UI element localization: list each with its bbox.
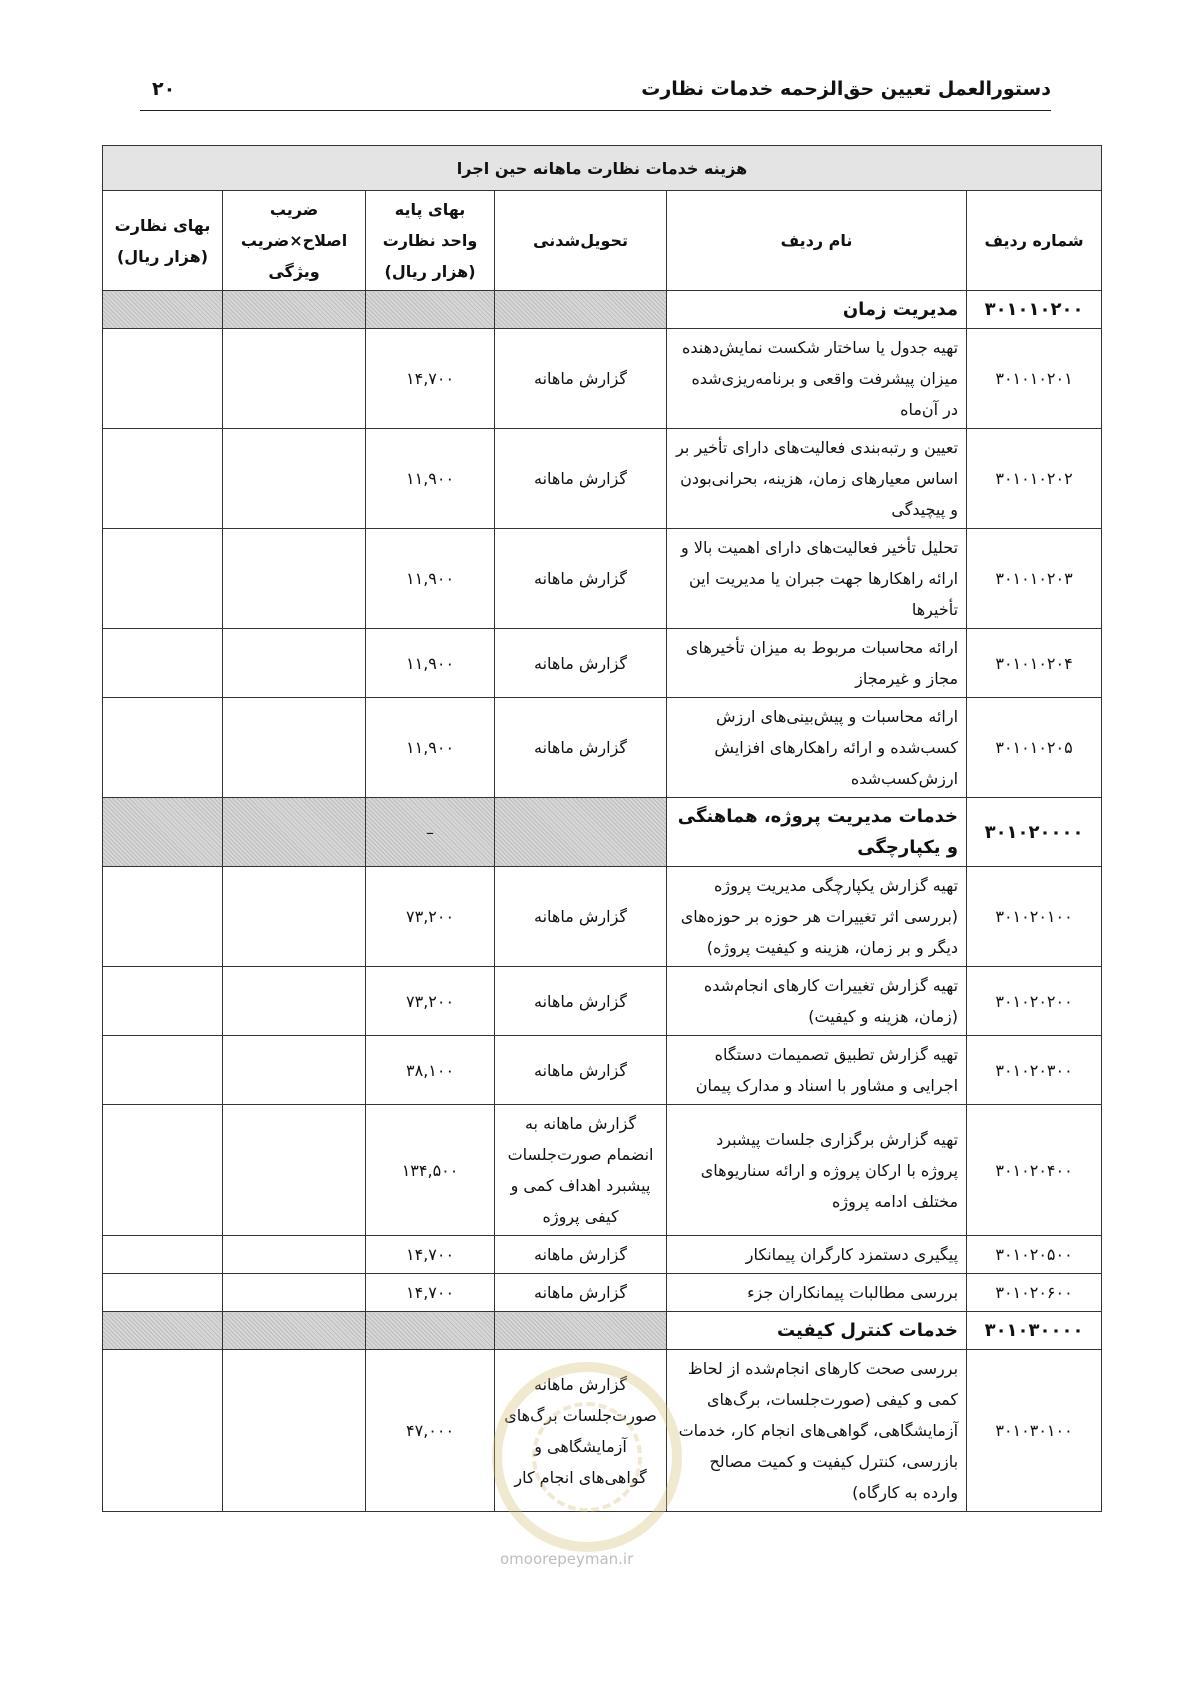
- row-coefficient: [223, 798, 366, 867]
- col-header-row-name: نام ردیف: [667, 191, 967, 291]
- section-row: [103, 1312, 1102, 1350]
- row-code: ۳۰۱۰۲۰۵۰۰: [967, 1236, 1102, 1274]
- row-deliverable: [495, 291, 667, 329]
- row-base-price: ۱۴,۷۰۰: [366, 329, 495, 429]
- table-row: [103, 529, 1102, 629]
- row-supervision-price: [103, 329, 223, 429]
- page-header: [140, 70, 1051, 111]
- row-base-price: [366, 291, 495, 329]
- row-deliverable: گزارش ماهانه به انضمام صورت‌جلسات پیشبرد اهداف کمی و کیفی پروژه: [495, 1105, 667, 1236]
- row-supervision-price: [103, 1350, 223, 1512]
- row-code: ۳۰۱۰۲۰۶۰۰: [967, 1274, 1102, 1312]
- row-name: بررسی مطالبات پیمانکاران جزء: [667, 1274, 967, 1312]
- row-code: ۳۰۱۰۲۰۰۰۰: [967, 798, 1102, 867]
- row-name: مدیریت زمان: [667, 291, 967, 329]
- row-name: ارائه محاسبات مربوط به میزان تأخیرهای مجاز و غیرمجاز: [667, 629, 967, 698]
- section-row: [103, 291, 1102, 329]
- col-header-deliverable: تحویل‌شدنی: [495, 191, 667, 291]
- row-base-price: –: [366, 798, 495, 867]
- row-coefficient: [223, 1105, 366, 1236]
- row-name: خدمات کنترل کیفیت: [667, 1312, 967, 1350]
- row-deliverable: گزارش ماهانه صورت‌جلسات برگ‌های آزمایشگاهی و گواهی‌های انجام کار: [495, 1350, 667, 1512]
- row-supervision-price: [103, 291, 223, 329]
- row-coefficient: [223, 1274, 366, 1312]
- row-code: ۳۰۱۰۲۰۲۰۰: [967, 967, 1102, 1036]
- row-base-price: ۱۴,۷۰۰: [366, 1236, 495, 1274]
- row-base-price: ۱۱,۹۰۰: [366, 529, 495, 629]
- row-coefficient: [223, 1236, 366, 1274]
- row-code: ۳۰۱۰۱۰۲۰۴: [967, 629, 1102, 698]
- row-deliverable: گزارش ماهانه: [495, 629, 667, 698]
- row-coefficient: [223, 867, 366, 967]
- row-code: ۳۰۱۰۱۰۲۰۱: [967, 329, 1102, 429]
- col-header-supervision-price: بهای نظارت (هزار ریال): [103, 191, 223, 291]
- row-code: ۳۰۱۰۲۰۴۰۰: [967, 1105, 1102, 1236]
- row-base-price: ۱۳۴,۵۰۰: [366, 1105, 495, 1236]
- row-name: پیگیری دستمزد کارگران پیمانکار: [667, 1236, 967, 1274]
- row-coefficient: [223, 291, 366, 329]
- col-header-row-number: شماره ردیف: [967, 191, 1102, 291]
- row-deliverable: گزارش ماهانه: [495, 1274, 667, 1312]
- row-name: خدمات مدیریت پروژه، هماهنگی و یکپارچگی: [667, 798, 967, 867]
- row-name: تهیه گزارش یکپارچگی مدیریت پروژه (بررسی اثر تغییرات هر حوزه بر حوزه‌های دیگر و بر زمان، هزینه و کیفیت پروژه): [667, 867, 967, 967]
- col-header-coefficient: ضریب اصلاح×ضریب ویژگی: [223, 191, 366, 291]
- row-name: ارائه محاسبات و پیش‌بینی‌های ارزش کسب‌شده و ارائه راهکارهای افزایش ارزش‌کسب‌شده: [667, 698, 967, 798]
- row-name: تهیه گزارش تطبیق تصمیمات دستگاه اجرایی و مشاور با اسناد و مدارک پیمان: [667, 1036, 967, 1105]
- watermark-site-text: omoorepeyman.ir: [500, 1550, 634, 1568]
- supervision-fee-table: [102, 145, 1102, 1512]
- table-body: [103, 291, 1102, 1512]
- row-name: تعیین و رتبه‌بندی فعالیت‌های دارای تأخیر بر اساس معیارهای زمان، هزینه، بحرانی‌بودن و پیچیدگی: [667, 429, 967, 529]
- row-supervision-price: [103, 1036, 223, 1105]
- document-title: دستورالعمل تعیین حق‌الزحمه خدمات نظارت: [641, 78, 1051, 100]
- row-deliverable: گزارش ماهانه: [495, 529, 667, 629]
- row-base-price: ۳۸,۱۰۰: [366, 1036, 495, 1105]
- row-deliverable: گزارش ماهانه: [495, 1236, 667, 1274]
- row-coefficient: [223, 429, 366, 529]
- row-code: ۳۰۱۰۲۰۳۰۰: [967, 1036, 1102, 1105]
- row-base-price: ۱۱,۹۰۰: [366, 429, 495, 529]
- table-row: [103, 429, 1102, 529]
- row-deliverable: [495, 798, 667, 867]
- page-number: ۲۰: [152, 78, 176, 100]
- table-row: [103, 1236, 1102, 1274]
- row-deliverable: [495, 1312, 667, 1350]
- row-code: ۳۰۱۰۱۰۲۰۲: [967, 429, 1102, 529]
- row-code: ۳۰۱۰۳۰۱۰۰: [967, 1350, 1102, 1512]
- row-base-price: ۴۷,۰۰۰: [366, 1350, 495, 1512]
- row-code: ۳۰۱۰۱۰۲۰۰: [967, 291, 1102, 329]
- row-name: تهیه جدول یا ساختار شکست نمایش‌دهنده میزان پیشرفت واقعی و برنامه‌ریزی‌شده در آن‌ماه: [667, 329, 967, 429]
- row-supervision-price: [103, 967, 223, 1036]
- section-row: [103, 798, 1102, 867]
- table-row: [103, 1350, 1102, 1512]
- row-deliverable: گزارش ماهانه: [495, 967, 667, 1036]
- row-coefficient: [223, 529, 366, 629]
- col-header-base-price: بهای پایه واحد نظارت (هزار ریال): [366, 191, 495, 291]
- row-code: ۳۰۱۰۱۰۲۰۵: [967, 698, 1102, 798]
- row-base-price: ۷۳,۲۰۰: [366, 967, 495, 1036]
- row-name: تحلیل تأخیر فعالیت‌های دارای اهمیت بالا و ارائه راهکارها جهت جبران یا مدیریت این تأخیرها: [667, 529, 967, 629]
- row-coefficient: [223, 629, 366, 698]
- row-code: ۳۰۱۰۲۰۱۰۰: [967, 867, 1102, 967]
- row-coefficient: [223, 1312, 366, 1350]
- row-supervision-price: [103, 698, 223, 798]
- row-base-price: ۱۴,۷۰۰: [366, 1274, 495, 1312]
- row-base-price: ۷۳,۲۰۰: [366, 867, 495, 967]
- row-base-price: ۱۱,۹۰۰: [366, 629, 495, 698]
- row-base-price: ۱۱,۹۰۰: [366, 698, 495, 798]
- table-caption: هزینه خدمات نظارت ماهانه حین اجرا: [103, 146, 1102, 191]
- row-coefficient: [223, 1036, 366, 1105]
- table-row: [103, 967, 1102, 1036]
- row-supervision-price: [103, 1274, 223, 1312]
- table-row: [103, 629, 1102, 698]
- row-coefficient: [223, 1350, 366, 1512]
- row-deliverable: گزارش ماهانه: [495, 329, 667, 429]
- row-name: بررسی صحت کارهای انجام‌شده از لحاظ کمی و کیفی (صورت‌جلسات، برگ‌های آزمایشگاهی، گواهی‌های انجام کار، خدمات بازرسی، کنترل کیفیت و کمیت مصالح وارده به کارگاه): [667, 1350, 967, 1512]
- row-deliverable: گزارش ماهانه: [495, 1036, 667, 1105]
- table-row: [103, 329, 1102, 429]
- table-row: [103, 1036, 1102, 1105]
- table-row: [103, 1274, 1102, 1312]
- row-supervision-price: [103, 629, 223, 698]
- row-base-price: [366, 1312, 495, 1350]
- row-name: تهیه گزارش برگزاری جلسات پیشبرد پروژه با ارکان پروژه و ارائه سناریوهای مختلف ادامه پروژه: [667, 1105, 967, 1236]
- table-row: [103, 1105, 1102, 1236]
- row-code: ۳۰۱۰۱۰۲۰۳: [967, 529, 1102, 629]
- table-row: [103, 698, 1102, 798]
- row-deliverable: گزارش ماهانه: [495, 429, 667, 529]
- table-row: [103, 867, 1102, 967]
- row-supervision-price: [103, 429, 223, 529]
- row-coefficient: [223, 329, 366, 429]
- row-supervision-price: [103, 1105, 223, 1236]
- row-deliverable: گزارش ماهانه: [495, 698, 667, 798]
- row-deliverable: گزارش ماهانه: [495, 867, 667, 967]
- row-name: تهیه گزارش تغییرات کارهای انجام‌شده (زمان، هزینه و کیفیت): [667, 967, 967, 1036]
- row-supervision-price: [103, 867, 223, 967]
- row-supervision-price: [103, 1236, 223, 1274]
- row-supervision-price: [103, 798, 223, 867]
- row-supervision-price: [103, 1312, 223, 1350]
- row-supervision-price: [103, 529, 223, 629]
- row-coefficient: [223, 967, 366, 1036]
- row-code: ۳۰۱۰۳۰۰۰۰: [967, 1312, 1102, 1350]
- row-coefficient: [223, 698, 366, 798]
